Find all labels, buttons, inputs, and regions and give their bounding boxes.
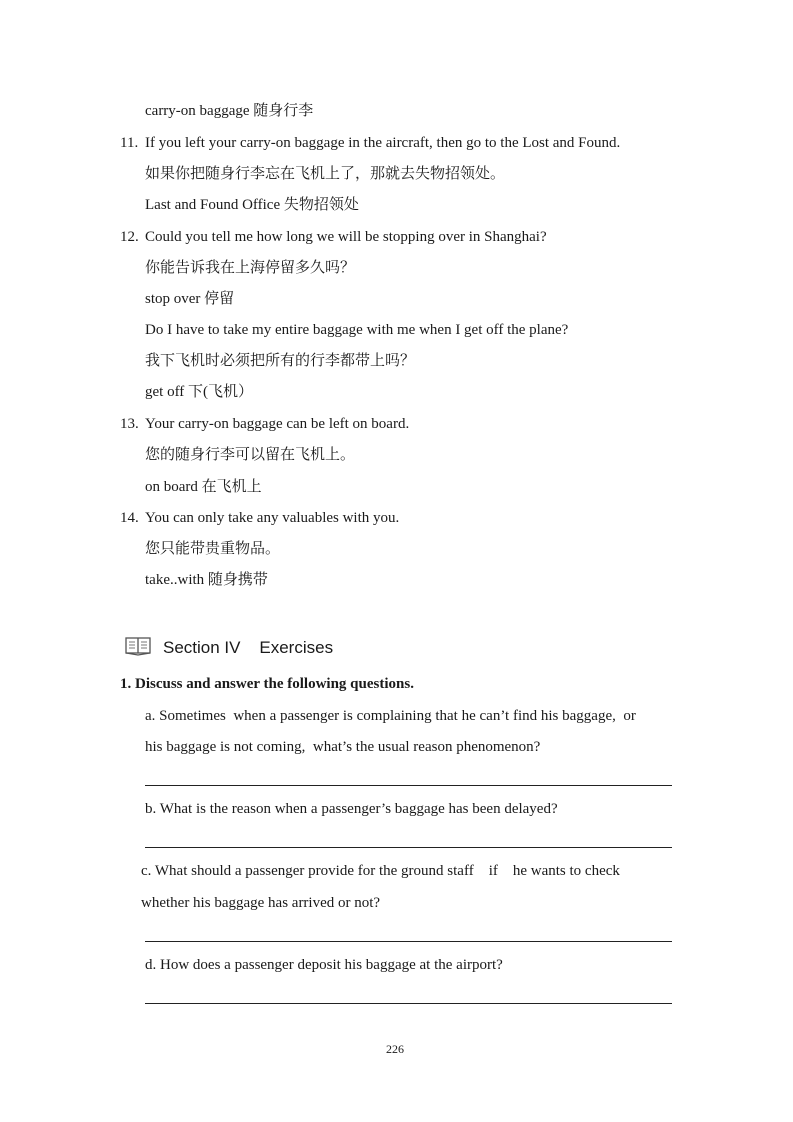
- item-number-11: 11.: [120, 135, 139, 151]
- page-number: 226: [386, 1042, 404, 1056]
- term-stop-over: stop over 停留: [145, 291, 235, 307]
- question-c-line1: c. What should a passenger provide for the ground staff if he wants to check: [141, 863, 620, 879]
- answer-line-a: [145, 785, 672, 786]
- term-lost-and-found: Last and Found Office 失物招领处: [145, 197, 359, 213]
- answer-line-c: [145, 941, 672, 942]
- question-a-line1: a. Sometimes when a passenger is complaining that he can’t find his baggage, or: [145, 708, 636, 724]
- sentence-11: If you left your carry-on baggage in the aircraft, then go to the Lost and Found.: [145, 135, 621, 151]
- translation-14: 您只能带贵重物品。: [145, 541, 281, 557]
- exercise-heading: 1. Discuss and answer the following questions.: [120, 676, 414, 692]
- question-b: b. What is the reason when a passenger’s baggage has been delayed?: [145, 801, 558, 817]
- translation-11: 如果你把随身行李忘在飞机上了，那就去失物招领处。: [145, 166, 506, 182]
- section-title: Section IV Exercises: [163, 638, 334, 657]
- translation-12: 你能告诉我在上海停留多久吗？: [145, 260, 356, 276]
- term-carry-on-baggage: carry-on baggage 随身行李: [145, 103, 314, 119]
- term-get-off: get off 下(飞机）: [145, 384, 254, 400]
- term-take-with: take..with 随身携带: [145, 572, 268, 588]
- sentence-12b: Do I have to take my entire baggage with me when I get off the plane?: [145, 322, 569, 338]
- sentence-13: Your carry-on baggage can be left on board.: [145, 416, 410, 432]
- sentence-14: You can only take any valuables with you.: [145, 510, 400, 526]
- item-number-12: 12.: [120, 229, 139, 245]
- answer-line-d: [145, 1003, 672, 1004]
- question-c-line2: whether his baggage has arrived or not?: [141, 895, 381, 911]
- book-icon: [125, 636, 151, 656]
- question-a-line2: his baggage is not coming, what’s the usual reason phenomenon?: [145, 739, 541, 755]
- translation-12b: 我下飞机时必须把所有的行李都带上吗？: [145, 353, 416, 369]
- translation-13: 您的随身行李可以留在飞机上。: [145, 447, 356, 463]
- answer-line-b: [145, 847, 672, 848]
- item-number-13: 13.: [120, 416, 139, 432]
- term-on-board: on board 在飞机上: [145, 479, 262, 495]
- sentence-12: Could you tell me how long we will be stopping over in Shanghai?: [145, 229, 547, 245]
- question-d: d. How does a passenger deposit his baggage at the airport?: [145, 957, 503, 973]
- item-number-14: 14.: [120, 510, 139, 526]
